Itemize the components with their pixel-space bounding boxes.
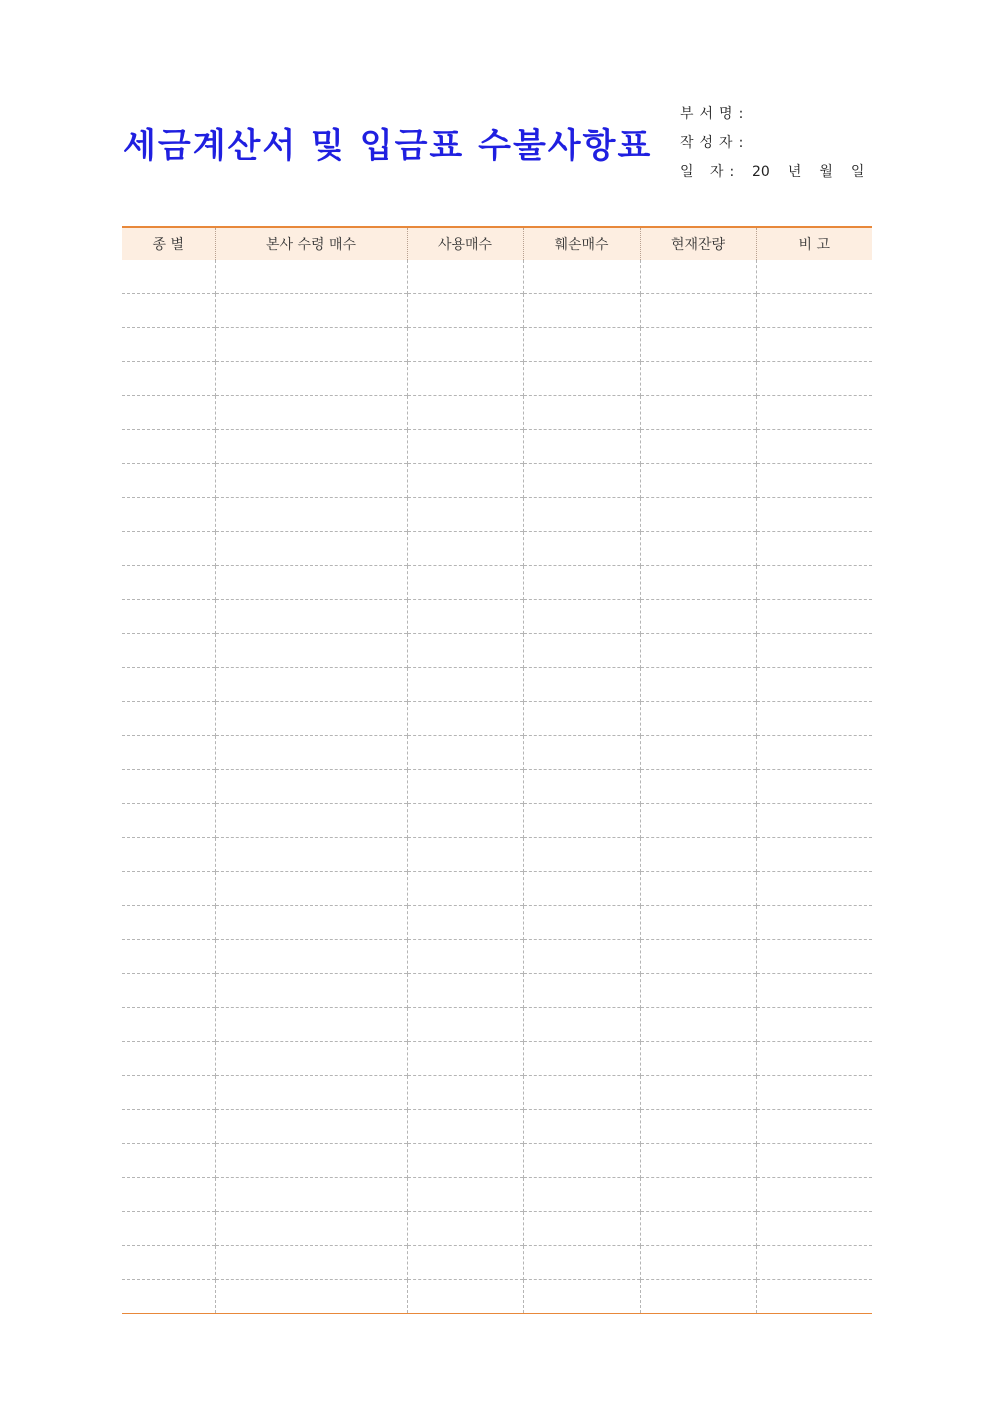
used-cell[interactable] [407, 1246, 523, 1280]
damaged-cell[interactable] [523, 1246, 640, 1280]
received-cell[interactable] [215, 396, 407, 430]
table-row [122, 600, 872, 634]
remaining-cell[interactable] [640, 1246, 756, 1280]
author-label: 작성자: [680, 135, 750, 151]
table-row [122, 1042, 872, 1076]
remarks-cell[interactable] [756, 1280, 872, 1314]
category-cell[interactable] [122, 260, 215, 294]
table-row [122, 804, 872, 838]
category-cell[interactable] [122, 804, 215, 838]
category-cell[interactable] [122, 1076, 215, 1110]
category-cell[interactable] [122, 1212, 215, 1246]
damaged-cell[interactable] [523, 328, 640, 362]
table-row [122, 1178, 872, 1212]
table-row [122, 294, 872, 328]
category-cell[interactable] [122, 532, 215, 566]
remarks-cell[interactable] [756, 260, 872, 294]
category-cell[interactable] [122, 1246, 215, 1280]
category-cell[interactable] [122, 328, 215, 362]
remarks-cell[interactable] [756, 1110, 872, 1144]
category-cell[interactable] [122, 838, 215, 872]
damaged-cell[interactable] [523, 804, 640, 838]
date-day-unit: 일 [850, 164, 865, 180]
remarks-cell[interactable] [756, 804, 872, 838]
table-row [122, 328, 872, 362]
header-damaged-count: 훼손매수 [523, 227, 640, 260]
damaged-cell[interactable] [523, 974, 640, 1008]
category-cell[interactable] [122, 1280, 215, 1314]
date-row [680, 158, 864, 187]
category-cell[interactable] [122, 634, 215, 668]
table-row [122, 566, 872, 600]
damaged-cell[interactable] [523, 1042, 640, 1076]
received-cell[interactable] [215, 634, 407, 668]
received-cell[interactable] [215, 566, 407, 600]
damaged-cell[interactable] [523, 906, 640, 940]
received-cell[interactable] [215, 1008, 407, 1042]
remarks-cell[interactable] [756, 1246, 872, 1280]
remaining-cell[interactable] [640, 974, 756, 1008]
remaining-cell[interactable] [640, 566, 756, 600]
category-cell[interactable] [122, 566, 215, 600]
received-cell[interactable] [215, 464, 407, 498]
remarks-cell[interactable] [756, 1212, 872, 1246]
damaged-cell[interactable] [523, 532, 640, 566]
remarks-cell[interactable] [756, 1008, 872, 1042]
used-cell[interactable] [407, 1008, 523, 1042]
remarks-cell[interactable] [756, 1042, 872, 1076]
remarks-cell[interactable] [756, 532, 872, 566]
used-cell[interactable] [407, 668, 523, 702]
received-cell[interactable] [215, 1110, 407, 1144]
used-cell[interactable] [407, 634, 523, 668]
table-row [122, 940, 872, 974]
category-cell[interactable] [122, 668, 215, 702]
ledger-table [122, 226, 872, 1314]
header-received-count: 본사 수령 매수 [215, 227, 407, 260]
document-meta [680, 100, 864, 187]
category-cell[interactable] [122, 736, 215, 770]
author-row [680, 129, 864, 158]
used-cell[interactable] [407, 1280, 523, 1314]
received-cell[interactable] [215, 838, 407, 872]
remarks-cell[interactable] [756, 294, 872, 328]
remaining-cell[interactable] [640, 872, 756, 906]
received-cell[interactable] [215, 362, 407, 396]
remaining-cell[interactable] [640, 600, 756, 634]
damaged-cell[interactable] [523, 464, 640, 498]
category-cell[interactable] [122, 872, 215, 906]
remarks-cell[interactable] [756, 872, 872, 906]
used-cell[interactable] [407, 430, 523, 464]
department-row [680, 100, 864, 129]
received-cell[interactable] [215, 770, 407, 804]
remaining-cell[interactable] [640, 838, 756, 872]
remarks-cell[interactable] [756, 328, 872, 362]
received-cell[interactable] [215, 804, 407, 838]
damaged-cell[interactable] [523, 1076, 640, 1110]
category-cell[interactable] [122, 1178, 215, 1212]
received-cell[interactable] [215, 328, 407, 362]
received-cell[interactable] [215, 736, 407, 770]
header-remaining: 현재잔량 [640, 227, 756, 260]
used-cell[interactable] [407, 362, 523, 396]
used-cell[interactable] [407, 1042, 523, 1076]
table-row [122, 1144, 872, 1178]
remaining-cell[interactable] [640, 464, 756, 498]
used-cell[interactable] [407, 532, 523, 566]
received-cell[interactable] [215, 1178, 407, 1212]
remaining-cell[interactable] [640, 804, 756, 838]
received-cell[interactable] [215, 1076, 407, 1110]
damaged-cell[interactable] [523, 260, 640, 294]
remaining-cell[interactable] [640, 362, 756, 396]
category-cell[interactable] [122, 906, 215, 940]
date-year: 20 [752, 164, 770, 180]
table-row [122, 396, 872, 430]
remarks-cell[interactable] [756, 974, 872, 1008]
remarks-cell[interactable] [756, 940, 872, 974]
date-label: 일 자: [680, 164, 741, 180]
damaged-cell[interactable] [523, 1110, 640, 1144]
received-cell[interactable] [215, 940, 407, 974]
remaining-cell[interactable] [640, 1178, 756, 1212]
damaged-cell[interactable] [523, 294, 640, 328]
category-cell[interactable] [122, 600, 215, 634]
remaining-cell[interactable] [640, 770, 756, 804]
received-cell[interactable] [215, 430, 407, 464]
remarks-cell[interactable] [756, 736, 872, 770]
table-body [122, 260, 872, 1314]
table-row [122, 1008, 872, 1042]
received-cell[interactable] [215, 1280, 407, 1314]
remarks-cell[interactable] [756, 906, 872, 940]
received-cell[interactable] [215, 1042, 407, 1076]
table-row [122, 430, 872, 464]
remarks-cell[interactable] [756, 396, 872, 430]
remarks-cell[interactable] [756, 464, 872, 498]
table-row [122, 838, 872, 872]
remarks-cell[interactable] [756, 702, 872, 736]
remarks-cell[interactable] [756, 770, 872, 804]
table-row [122, 906, 872, 940]
received-cell[interactable] [215, 702, 407, 736]
remarks-cell[interactable] [756, 430, 872, 464]
remaining-cell[interactable] [640, 1008, 756, 1042]
damaged-cell[interactable] [523, 634, 640, 668]
remaining-cell[interactable] [640, 940, 756, 974]
table-row [122, 498, 872, 532]
remaining-cell[interactable] [640, 294, 756, 328]
remaining-cell[interactable] [640, 328, 756, 362]
department-label: 부서명: [680, 106, 750, 122]
category-cell[interactable] [122, 1008, 215, 1042]
damaged-cell[interactable] [523, 770, 640, 804]
date-year-unit: 년 [787, 164, 802, 180]
used-cell[interactable] [407, 940, 523, 974]
used-cell[interactable] [407, 872, 523, 906]
used-cell[interactable] [407, 260, 523, 294]
used-cell[interactable] [407, 396, 523, 430]
remarks-cell[interactable] [756, 838, 872, 872]
table-row [122, 1212, 872, 1246]
category-cell[interactable] [122, 770, 215, 804]
received-cell[interactable] [215, 872, 407, 906]
damaged-cell[interactable] [523, 872, 640, 906]
used-cell[interactable] [407, 838, 523, 872]
table-row [122, 464, 872, 498]
received-cell[interactable] [215, 974, 407, 1008]
used-cell[interactable] [407, 906, 523, 940]
damaged-cell[interactable] [523, 838, 640, 872]
remarks-cell[interactable] [756, 1144, 872, 1178]
table-row [122, 634, 872, 668]
used-cell[interactable] [407, 498, 523, 532]
remarks-cell[interactable] [756, 362, 872, 396]
remaining-cell[interactable] [640, 1042, 756, 1076]
damaged-cell[interactable] [523, 1280, 640, 1314]
used-cell[interactable] [407, 974, 523, 1008]
header-category: 종 별 [122, 227, 215, 260]
damaged-cell[interactable] [523, 566, 640, 600]
table-row [122, 260, 872, 294]
remaining-cell[interactable] [640, 1110, 756, 1144]
damaged-cell[interactable] [523, 498, 640, 532]
remaining-cell[interactable] [640, 396, 756, 430]
table-row [122, 736, 872, 770]
table-row [122, 668, 872, 702]
remaining-cell[interactable] [640, 430, 756, 464]
remaining-cell[interactable] [640, 260, 756, 294]
category-cell[interactable] [122, 430, 215, 464]
remarks-cell[interactable] [756, 1178, 872, 1212]
remaining-cell[interactable] [640, 1280, 756, 1314]
received-cell[interactable] [215, 1246, 407, 1280]
remaining-cell[interactable] [640, 906, 756, 940]
table-row [122, 974, 872, 1008]
remarks-cell[interactable] [756, 1076, 872, 1110]
used-cell[interactable] [407, 464, 523, 498]
used-cell[interactable] [407, 600, 523, 634]
damaged-cell[interactable] [523, 396, 640, 430]
remaining-cell[interactable] [640, 634, 756, 668]
remarks-cell[interactable] [756, 634, 872, 668]
remarks-cell[interactable] [756, 668, 872, 702]
used-cell[interactable] [407, 1212, 523, 1246]
remaining-cell[interactable] [640, 532, 756, 566]
received-cell[interactable] [215, 260, 407, 294]
used-cell[interactable] [407, 1076, 523, 1110]
table-row [122, 1076, 872, 1110]
used-cell[interactable] [407, 1144, 523, 1178]
table-row [122, 1110, 872, 1144]
damaged-cell[interactable] [523, 940, 640, 974]
used-cell[interactable] [407, 328, 523, 362]
table-row [122, 702, 872, 736]
received-cell[interactable] [215, 532, 407, 566]
date-month-unit: 월 [819, 164, 833, 180]
category-cell[interactable] [122, 974, 215, 1008]
table-row [122, 872, 872, 906]
table-row [122, 532, 872, 566]
remaining-cell[interactable] [640, 1144, 756, 1178]
damaged-cell[interactable] [523, 736, 640, 770]
damaged-cell[interactable] [523, 1178, 640, 1212]
used-cell[interactable] [407, 1178, 523, 1212]
remarks-cell[interactable] [756, 498, 872, 532]
used-cell[interactable] [407, 702, 523, 736]
category-cell[interactable] [122, 498, 215, 532]
category-cell[interactable] [122, 1144, 215, 1178]
damaged-cell[interactable] [523, 1144, 640, 1178]
category-cell[interactable] [122, 294, 215, 328]
remaining-cell[interactable] [640, 1212, 756, 1246]
category-cell[interactable] [122, 464, 215, 498]
category-cell[interactable] [122, 702, 215, 736]
header-used-count: 사용매수 [407, 227, 523, 260]
remaining-cell[interactable] [640, 736, 756, 770]
received-cell[interactable] [215, 668, 407, 702]
damaged-cell[interactable] [523, 600, 640, 634]
table-header-row [122, 227, 872, 260]
document-title: 세금계산서 및 입금표 수불사항표 [123, 126, 653, 166]
used-cell[interactable] [407, 1110, 523, 1144]
category-cell[interactable] [122, 396, 215, 430]
header-remarks: 비 고 [756, 227, 872, 260]
damaged-cell[interactable] [523, 1212, 640, 1246]
damaged-cell[interactable] [523, 1008, 640, 1042]
category-cell[interactable] [122, 940, 215, 974]
remaining-cell[interactable] [640, 702, 756, 736]
remaining-cell[interactable] [640, 668, 756, 702]
category-cell[interactable] [122, 1110, 215, 1144]
damaged-cell[interactable] [523, 702, 640, 736]
damaged-cell[interactable] [523, 430, 640, 464]
received-cell[interactable] [215, 1144, 407, 1178]
used-cell[interactable] [407, 804, 523, 838]
category-cell[interactable] [122, 362, 215, 396]
table-row [122, 770, 872, 804]
remarks-cell[interactable] [756, 566, 872, 600]
used-cell[interactable] [407, 566, 523, 600]
used-cell[interactable] [407, 294, 523, 328]
received-cell[interactable] [215, 906, 407, 940]
remaining-cell[interactable] [640, 1076, 756, 1110]
table-row [122, 362, 872, 396]
received-cell[interactable] [215, 1212, 407, 1246]
received-cell[interactable] [215, 498, 407, 532]
damaged-cell[interactable] [523, 362, 640, 396]
received-cell[interactable] [215, 294, 407, 328]
category-cell[interactable] [122, 1042, 215, 1076]
received-cell[interactable] [215, 600, 407, 634]
used-cell[interactable] [407, 736, 523, 770]
table-row [122, 1280, 872, 1314]
remarks-cell[interactable] [756, 600, 872, 634]
used-cell[interactable] [407, 770, 523, 804]
remaining-cell[interactable] [640, 498, 756, 532]
damaged-cell[interactable] [523, 668, 640, 702]
table-row [122, 1246, 872, 1280]
